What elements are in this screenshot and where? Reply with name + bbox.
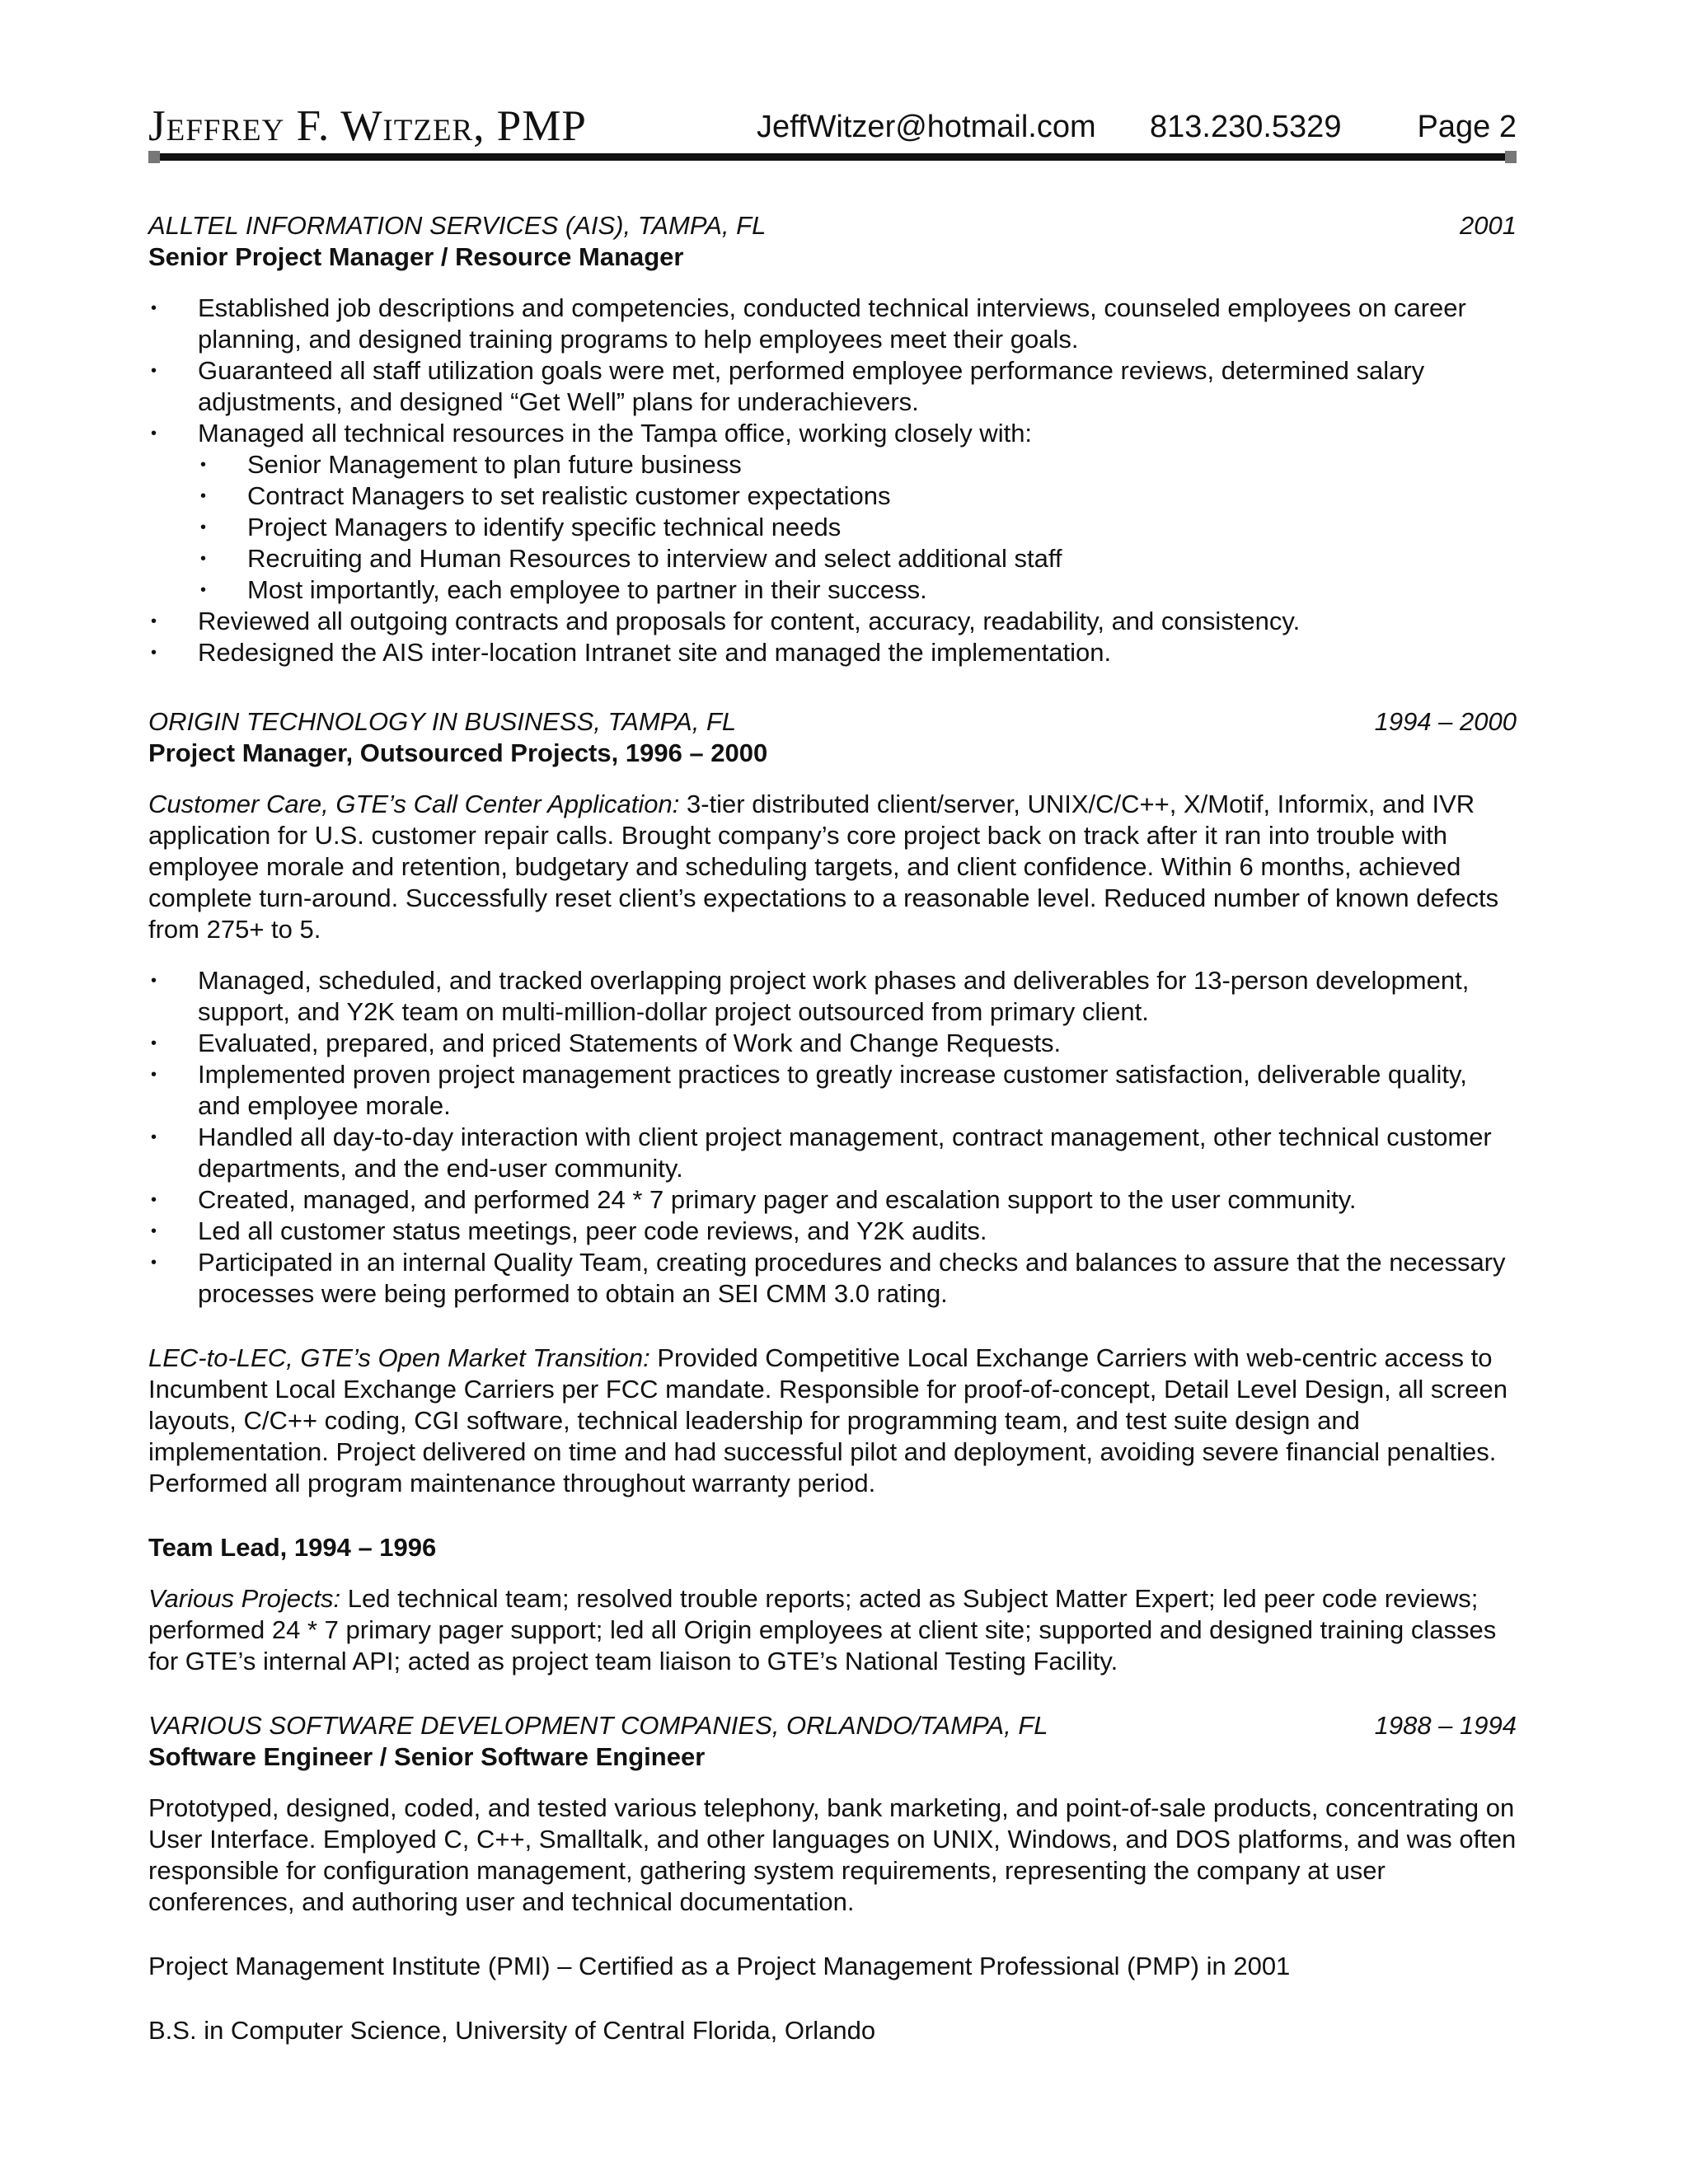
list-item: • Evaluated, prepared, and priced Statements of Work and Change Requests. [148,1028,1517,1059]
job-2-date: 1994 – 2000 [1374,707,1517,736]
job-2-org: ORIGIN TECHNOLOGY IN BUSINESS, TAMPA, FL [148,707,737,736]
project-2-description [148,1343,1517,1499]
list-item: • Established job descriptions and competencies, conducted technical interviews, counseled employees on career planning, and designed training programs to help employees meet their goals. [148,293,1517,355]
sub-list-item: • Recruiting and Human Resources to interview and select additional staff [198,543,1517,574]
list-item: • Redesigned the AIS inter-location Intranet site and managed the implementation. [148,637,1517,668]
project-2-title: LEC-to-LEC, GTE’s Open Market Transition: [148,1343,650,1372]
job-1-role: Senior Project Manager / Resource Manager [148,242,684,271]
sub-list-item: • Project Managers to identify specific technical needs [198,512,1517,543]
job-3-description: Prototyped, designed, coded, and tested various telephony, bank marketing, and point-of-sale products, concentrating on User Interface. Employed C, C++, Smalltalk, and other languages on UNIX, Windows, and DOS platforms, and was often responsible for configuration management, gathering system requirements, representing the company at user conferences, and authoring user and technical documentation. [148,1793,1517,1916]
project-1-title: Customer Care, GTE’s Call Center Application: [148,790,680,818]
list-item: • Guaranteed all staff utilization goals were met, performed employee performance reviews, determined salary adjustments, and designed “Get Well” plans for underachievers. [148,355,1517,418]
phone-number: 813.230.5329 [1150,110,1342,144]
email-link[interactable]: JeffWitzer@hotmail.com [757,110,1096,144]
job-1-org: ALLTEL INFORMATION SERVICES (AIS), TAMPA, FL [148,211,767,240]
job-2-role: Project Manager, Outsourced Projects, 1996 – 2000 [148,738,768,767]
list-item: • Reviewed all outgoing contracts and proposals for content, accuracy, readability, and consistency. [148,606,1517,637]
project-3-title: Various Projects: [148,1584,341,1613]
sub-list-item: • Senior Management to plan future business [198,449,1517,480]
job-3-org: VARIOUS SOFTWARE DEVELOPMENT COMPANIES, ORLANDO/TAMPA, FL [148,1711,1048,1740]
page-number: Page 2 [1417,110,1517,144]
list-item: • Participated in an internal Quality Team, creating procedures and checks and balances to assure that the necessary processes were being performed to obtain an SEI CMM 3.0 rating. [148,1247,1517,1310]
list-item: • Led all customer status meetings, peer code reviews, and Y2K audits. [148,1216,1517,1247]
list-item: • Managed, scheduled, and tracked overlapping project work phases and deliverables for 13-person development, support, and Y2K team on multi-million-dollar project outsourced from primary client. [148,965,1517,1028]
project-1-description [148,789,1517,945]
job-2-header [148,706,1517,738]
resume-body [148,210,1517,2046]
list-item-text: Managed all technical resources in the Tampa office, working closely with: [198,419,1033,448]
job-3-date: 1988 – 1994 [1374,1711,1517,1740]
project-3-description [148,1583,1517,1677]
header-rule [148,153,1517,161]
job-3-role: Software Engineer / Senior Software Engineer [148,1742,706,1771]
job-3-header [148,1710,1517,1741]
candidate-name: Jeffrey F. Witzer, PMP [148,102,587,150]
project-2-text: Provided Competitive Local Exchange Carriers with web-centric access to Incumbent Local Exchange Carriers per FCC mandate. Responsible for proof-of-concept, Detail Level Design, all screen layouts, C/C++ coding, CGI software, technical leadership for programming team, and test suite design and implementation. Project delivered on time and had successful pilot and deployment, avoiding severe financial penalties. Performed all program maintenance throughout warranty period. [148,1343,1507,1497]
list-item: • Handled all day-to-day interaction with client project management, contract management, other technical customer departments, and the end-user community. [148,1122,1517,1184]
page-header [148,97,1517,155]
certification: Project Management Institute (PMI) – Certified as a Project Management Professional (PMP) in 2001 [148,1952,1291,1980]
sub-list-item: • Most importantly, each employee to partner in their success. [198,574,1517,606]
job-1-sub-bullets [198,449,1517,606]
project-1-text: 3-tier distributed client/server, UNIX/C/C++, X/Motif, Informix, and IVR application for U.S. customer repair calls. Brought company’s core project back on track after it ran into trouble with employee morale and retention, budgetary and scheduling targets, and client confidence. Within 6 months, achieved complete turn-around. Successfully reset client’s expectations to a reasonable level. Reduced number of known defects from 275+ to 5. [148,790,1499,944]
list-item: • Created, managed, and performed 24 * 7 primary pager and escalation support to the user community. [148,1184,1517,1216]
project-3-text: Led technical team; resolved trouble reports; acted as Subject Matter Expert; led peer code reviews; performed 24 * 7 primary pager support; led all Origin employees at client site; supported and designed training classes for GTE’s internal API; acted as project team liaison to GTE’s National Testing Facility. [148,1584,1497,1675]
list-item [148,418,1517,606]
job-1-header [148,210,1517,241]
job-2-bullets [148,965,1517,1310]
list-item: • Implemented proven project management practices to greatly increase customer satisfaction, deliverable quality, and employee morale. [148,1059,1517,1122]
job-2-role-2: Team Lead, 1994 – 1996 [148,1533,437,1562]
job-1-bullets [148,293,1517,668]
sub-list-item: • Contract Managers to set realistic customer expectations [198,480,1517,512]
education: B.S. in Computer Science, University of Central Florida, Orlando [148,2016,876,2045]
job-1-date: 2001 [1460,211,1517,240]
